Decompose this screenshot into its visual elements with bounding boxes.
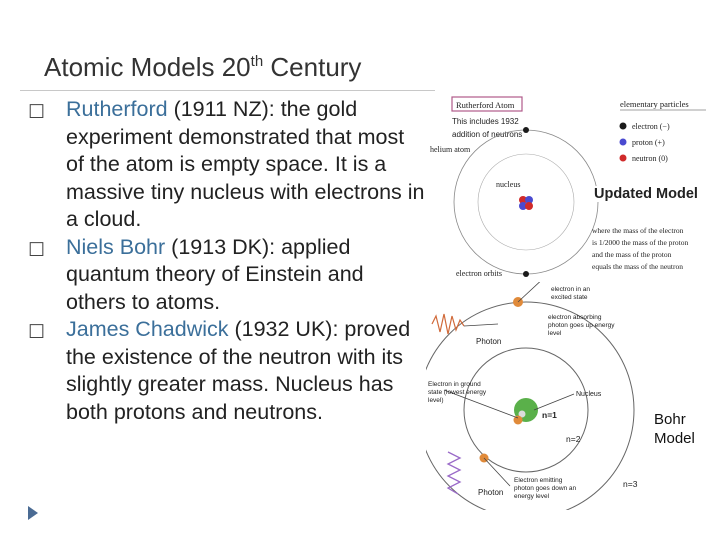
bullet-highlight: James Chadwick <box>66 317 229 341</box>
n1-label: n=1 <box>542 410 557 420</box>
bullet-highlight: Rutherford <box>66 97 168 121</box>
legend-title: elementary particles <box>620 99 689 109</box>
legend-electron: electron (−) <box>632 122 670 131</box>
legend-proton: proton (+) <box>632 138 665 147</box>
rutherford-heading: Rutherford Atom <box>456 100 515 110</box>
slide-title-superscript: th <box>250 53 264 70</box>
bullet-chadwick <box>28 316 428 426</box>
photon-label-bottom: Photon <box>478 488 504 497</box>
bohr-model-label <box>654 410 695 448</box>
updated-model-label: Updated Model <box>594 186 698 202</box>
excited-label-2: excited state <box>551 294 588 301</box>
legend-neutron-dot <box>620 155 627 162</box>
legend-neutron: neutron (0) <box>632 154 668 163</box>
absorbing-label-3: level <box>548 330 562 337</box>
bullet-bohr <box>28 234 428 317</box>
emitting-label-3: energy level <box>514 493 550 500</box>
bullet-list <box>28 96 428 426</box>
photon-wave-bottom <box>448 452 460 494</box>
ground-label-2: state (lowest energy <box>428 389 487 396</box>
absorbing-label-1: electron absorbing <box>548 314 602 321</box>
bullet-text: (1913 DK): applied quantum theory of Einstein and others to atoms. <box>66 234 364 314</box>
slide-title-tail: Century <box>263 52 362 82</box>
rutherford-note-2: addition of neutrons <box>452 130 523 139</box>
mass-note-1: where the mass of the electron <box>592 226 684 235</box>
photon-label-top: Photon <box>476 337 502 346</box>
bullet-text: (1911 NZ): the gold experiment demonstrated that most of the atom is empty space. It is a massive tiny nucleus with electrons in a cloud. <box>66 97 425 231</box>
slide-title <box>44 52 361 83</box>
bohr-label-line-1: Bohr <box>654 411 686 428</box>
n3-label: n=3 <box>623 479 638 489</box>
electron-top <box>523 127 529 133</box>
mass-note-2: is 1/2000 the mass of the proton <box>592 238 689 247</box>
bullet-rutherford <box>28 96 428 234</box>
bullet-text: (1932 UK): proved the existence of the neutron with its slightly greater mass. Nucleus has both protons and neutrons. <box>66 317 411 424</box>
bohr-model-figure <box>426 282 652 510</box>
ground-label-1: Electron in ground <box>428 381 481 388</box>
bohr-label-line-2: Model <box>654 430 695 447</box>
helium-label: helium atom <box>430 145 471 154</box>
checkbox-bullet-icon: ☐ <box>28 239 46 261</box>
proton <box>525 202 533 210</box>
nucleus-label: nucleus <box>496 180 521 189</box>
legend-electron-dot <box>620 123 627 130</box>
rutherford-note-1: This includes 1932 <box>452 117 519 126</box>
legend-proton-dot <box>620 139 627 146</box>
excited-label-1: electron in an <box>551 286 591 293</box>
checkbox-bullet-icon: ☐ <box>28 102 46 123</box>
title-divider <box>20 90 435 91</box>
absorbing-label-2: photon goes up energy <box>548 322 615 329</box>
mass-note-3: and the mass of the proton <box>592 250 672 259</box>
mass-note-4: equals the mass of the neutron <box>592 262 684 271</box>
bohr-nucleus-label: Nucleus <box>576 391 602 398</box>
slide-corner-arrow-icon <box>28 506 38 520</box>
bullet-highlight: Niels Bohr <box>66 234 166 259</box>
electron-bottom <box>523 271 529 277</box>
photon-wave-top <box>432 314 464 334</box>
checkbox-bullet-icon: ☐ <box>28 322 46 343</box>
emitting-label-1: Electron emitting <box>514 477 563 484</box>
orbits-label: electron orbits <box>456 269 502 278</box>
n2-label: n=2 <box>566 434 581 444</box>
slide-title-main: Atomic Models 20 <box>44 52 251 82</box>
emitting-label-2: photon goes down an <box>514 485 577 492</box>
ground-label-3: level) <box>428 397 444 404</box>
